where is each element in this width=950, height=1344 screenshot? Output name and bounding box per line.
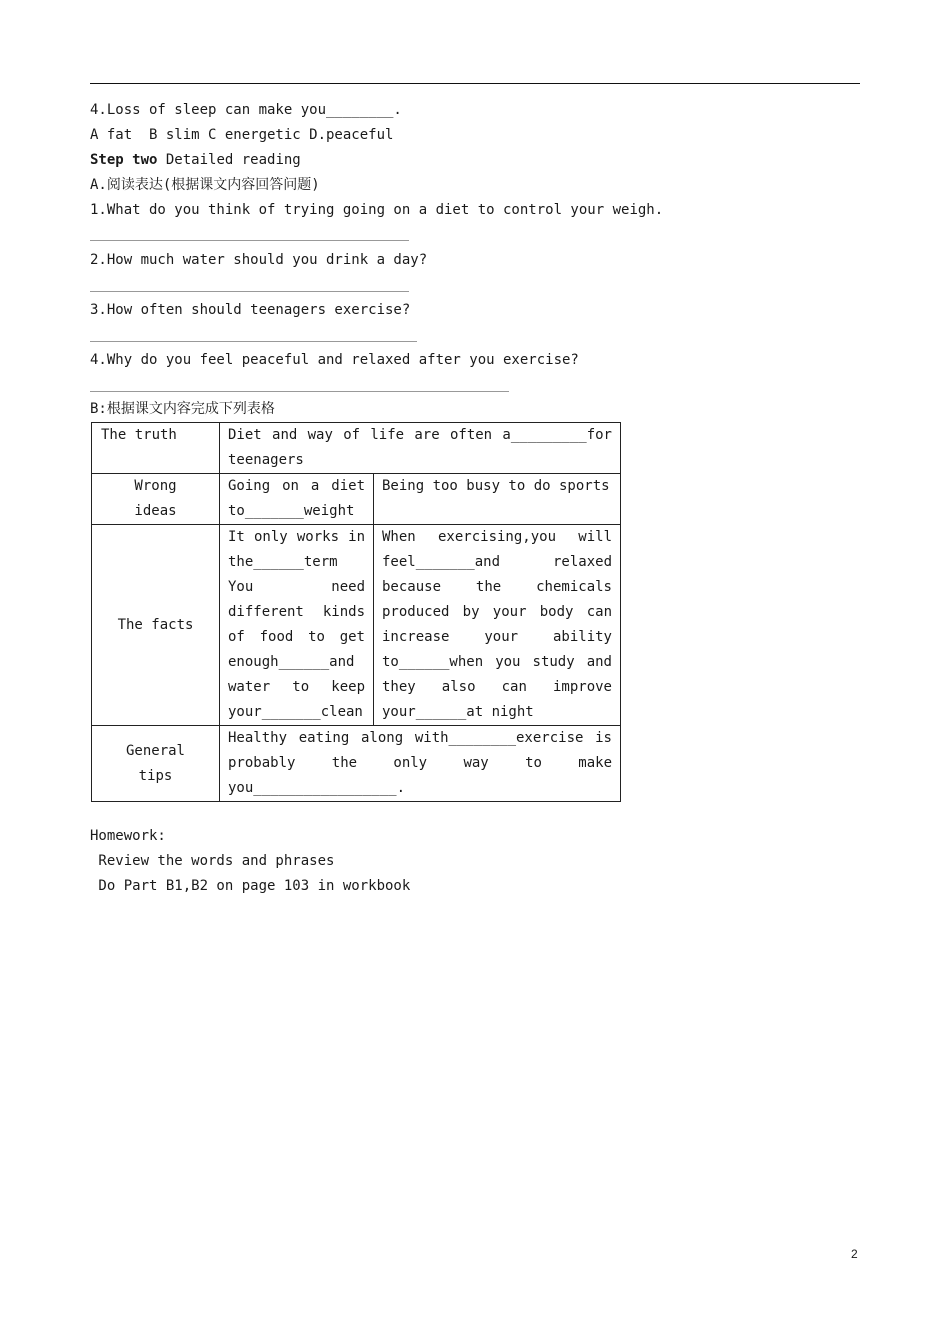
reading-question-2: 2.How much water should you drink a day? [90, 252, 428, 268]
answer-line-3 [90, 341, 417, 342]
summary-table [91, 422, 621, 802]
table-row-general-tips [92, 726, 621, 802]
header-rule [90, 83, 860, 84]
step-two-label: Step two [90, 152, 158, 168]
row-header-truth: The truth [92, 423, 220, 474]
question-4-options: A fat B slim C energetic D.peaceful [90, 127, 394, 143]
step-two-heading [90, 148, 301, 173]
answer-line-4 [90, 391, 509, 392]
row-header-general-tips: General tips [92, 726, 220, 802]
facts-cell-1 [220, 525, 374, 726]
wrong-ideas-cell-1: Going on a diet to_______weight [220, 474, 374, 525]
table-row-truth [92, 423, 621, 474]
general-tips-cell: Healthy eating along with________exercise is probably the only way to make you_________________. [220, 726, 621, 802]
table-row-facts [92, 525, 621, 726]
question-4-stem: 4.Loss of sleep can make you________. [90, 102, 402, 118]
section-a-heading: A.阅读表达(根据课文内容回答问题) [90, 177, 320, 193]
homework-item-2: Do Part B1,B2 on page 103 in workbook [90, 878, 411, 894]
answer-line-2 [90, 291, 409, 292]
facts-cell-2: When exercising,you will feel_______and relaxed because the chemicals produced by your body can increase your ability to______when you study and they also can improve your______at night [374, 525, 621, 726]
reading-question-3: 3.How often should teenagers exercise? [90, 302, 411, 318]
facts-food-text: You need different kinds of food to get enough______and water to keep your_______clean [228, 579, 365, 720]
reading-question-1: 1.What do you think of trying going on a diet to control your weigh. [90, 202, 664, 218]
row-header-facts: The facts [92, 525, 220, 726]
page-number: 2 [851, 1247, 858, 1261]
table-row-wrong-ideas [92, 474, 621, 525]
facts-term-text: It only works in the______term [228, 529, 365, 570]
answer-line-1 [90, 240, 409, 241]
step-two-title: Detailed reading [157, 152, 301, 168]
wrong-ideas-cell-2: Being too busy to do sports [374, 474, 621, 525]
homework-label: Homework: [90, 828, 166, 844]
truth-cell: Diet and way of life are often a_________for teenagers [220, 423, 621, 474]
reading-question-4: 4.Why do you feel peaceful and relaxed after you exercise? [90, 352, 579, 368]
row-header-wrong-ideas: Wrong ideas [92, 474, 220, 525]
section-b-heading: B:根据课文内容完成下列表格 [90, 401, 275, 417]
homework-item-1: Review the words and phrases [90, 853, 335, 869]
